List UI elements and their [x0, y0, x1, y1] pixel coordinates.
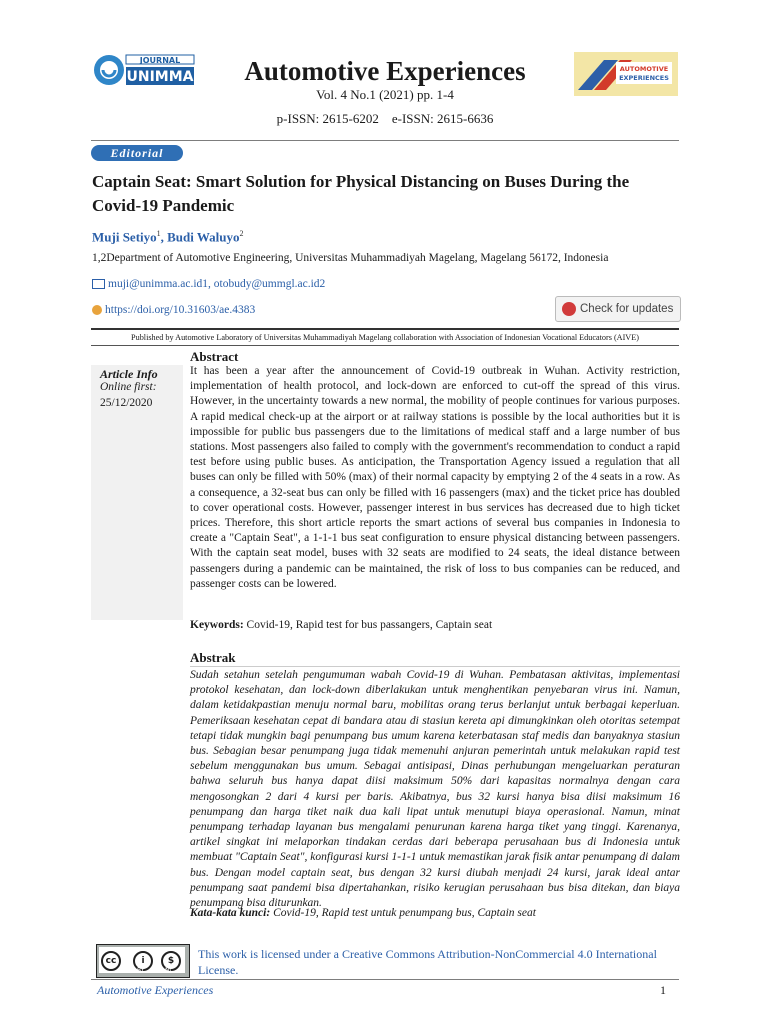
cc-nc-label: NC [165, 967, 174, 974]
publisher-rule-bottom [91, 345, 679, 346]
publisher-line: Published by Automotive Laboratory of Universitas Muhammadiyah Magelang collaboration with Association of Indonesian Vocational Educators (AIVE) [131, 333, 639, 342]
doi-link[interactable]: https://doi.org/10.31603/ae.4383 [105, 304, 256, 316]
attribution-icon: i [133, 951, 153, 971]
paper-title: Captain Seat: Smart Solution for Physical Distancing on Buses During the Covid-19 Pandemic [92, 172, 630, 215]
envelope-icon [92, 279, 105, 289]
cc-license-badge[interactable] [96, 944, 190, 978]
kata-kunci-value: Covid-19, Rapid test untuk penumpang bus, Captain seat [270, 907, 536, 919]
authors [92, 229, 244, 245]
online-first-label: Online first: [100, 381, 157, 393]
keywords-value: Covid-19, Rapid test for bus passangers, Captain seat [243, 619, 493, 631]
keywords [190, 619, 680, 631]
svg-text:EXPERIENCES: EXPERIENCES [619, 74, 669, 82]
svg-text:AUTOMOTIVE: AUTOMOTIVE [619, 65, 669, 73]
abstrak-heading: Abstrak [190, 650, 236, 665]
abstrak-divider [190, 666, 680, 667]
emails [92, 278, 325, 290]
publisher-rule-top [91, 328, 679, 330]
footer-journal-name: Automotive Experiences [97, 983, 214, 997]
kata-kunci [190, 907, 680, 919]
doi [92, 304, 255, 316]
email-links[interactable]: muji@unimma.ac.id1, otobudy@ummgl.ac.id2 [108, 278, 326, 290]
author-separator: , [160, 229, 168, 245]
license-link[interactable]: This work is licensed under a Creative Commons Attribution-NonCommercial 4.0 International License. [198, 947, 657, 977]
abstract-heading: Abstract [190, 349, 239, 364]
check-for-updates-button[interactable] [555, 296, 681, 322]
author-1[interactable]: Muji Setiyo [92, 229, 157, 245]
journal-title: Automotive Experiences [244, 56, 526, 86]
logo-left-text-top: JOURNAL [139, 56, 181, 65]
kata-kunci-label: Kata-kata kunci: [190, 907, 271, 919]
affiliation: 1,2Department of Automotive Engineering, Universitas Muhammadiyah Magelang, Magelang 56172, Indonesia [92, 252, 609, 264]
article-info-heading: Article Info [100, 367, 158, 381]
footer-divider [91, 979, 679, 980]
cc-by-label: BY [137, 967, 145, 974]
author-2[interactable]: Budi Waluyo [167, 229, 240, 245]
section-badge: Editorial [91, 145, 183, 161]
keywords-label: Keywords: [190, 619, 244, 631]
abstrak-text: Sudah setahun setelah pengumuman wabah Covid-19 di Wuhan. Pembatasan aktivitas, implementasi protokol kesehatan, dan lock-down diberlakukan untuk menghentikan penyebaran virus ini. Namun, dalam ketidakpastian menuju normal baru, mobilitas orang terus berlanjut untuk berbagai keperluan. Pemeriksaan kesehatan cepat di bandara atau di stasiun kereta api dimungkinkan oleh otoritas setempat tetapi tidak mungkin bagi penumpang bus umum karena keterbatasan staf medis dan banyaknya stasiun bus. Sebagian besar penumpang juga tidak memenuhi anjuran pemerintah untuk melakukan rapid test sebelum menggunakan bus umum. Sebagai antisipasi, Dinas perhubungan mengeluarkan peraturan bahwa seluruh bus hanya dapat diisi maksimum 50% dari kapasitas normalnya dengan cara mengosongkan 2 dari 4 kursi per baris. Akibatnya, bus 32 kursi hanya bisa diisi maksimum 16 penumpang dan harga tiket naik dua kali lipat untuk menutupi biaya operasional. Namun, minat penumpang terhadap layanan bus mengalami penurunan karena harga tiket yang tinggi. Karenanya, artikel singkat ini melaporkan tindakan cerdas dari beberapa perusahaan bus di Indonesia untuk membuat "Captain Seat", konfigurasi kursi 1-1-1 untuk memastikan jarak fisik antar penumpang di dalam bus. Dengan model captain seat, bus dengan 32 kursi diubah menjadi 24 kursi, jarak ideal antar penumpang saat pandemi bisa dipertahankan, risiko kerugian perusahaan bus bisa ditekan, dan biaya penumpang bisa diturunkan. [190, 669, 680, 910]
abstract-text: It has been a year after the announcement of Covid-19 outbreak in Wuhan. Activity restriction, implementation of health protocol, and lock-down are enforced to cut-off the spread of this virus. However, in the uncertainty towards a new normal, the mobility of people continues for various purposes. A rapid medical check-up at the airport or at railway stations is possible by the local authorities but it is impossible for public bus passengers due to the limitations of medical staff and a large number of bus stations. Most passengers also failed to comply with the government's recommendation to conduct a rapid test before using public buses. As anticipation, the Transportation Agency issued a regulation that all buses can only be filled with 50% (max) of their normal capacity by emptying 2 of the 4 seats in a row. As a consequence, a 32-seat bus can only be filled with 16 passengers (max) and the ticket price has doubled to cover operational costs. However, passenger interest in bus services has decreased due to high ticket prices. Therefore, this short article reports the smart actions of several bus companies in Indonesia to create a "Captain Seat", a 1-1-1 bus seat configuration to ensure physical distancing between passengers. With the captain seat model, buses with 32 seats are modified to 24 seats, the ideal distance between passengers during a pandemic can be maintained, the risk of loss to bus companies can be reduced, and passenger costs can be lowered. [190, 365, 680, 590]
logo-left-text-bottom: UNIMMA [126, 69, 194, 85]
author-1-sup: 1 [156, 229, 161, 238]
cc-icon: cc [101, 951, 121, 971]
author-2-sup: 2 [239, 229, 244, 238]
crossmark-icon [562, 302, 576, 316]
noncommercial-icon: $ [161, 951, 181, 971]
issn-info: p-ISSN: 2615-6202 e-ISSN: 2615-6636 [276, 111, 494, 126]
page-number: 1 [660, 983, 666, 997]
automotive-experiences-logo [574, 52, 678, 96]
header-divider [91, 140, 679, 141]
volume-info: Vol. 4 No.1 (2021) pp. 1-4 [316, 87, 454, 102]
online-first-date: 25/12/2020 [100, 397, 153, 409]
doi-icon [92, 305, 102, 315]
check-updates-label: Check for updates [580, 303, 674, 315]
